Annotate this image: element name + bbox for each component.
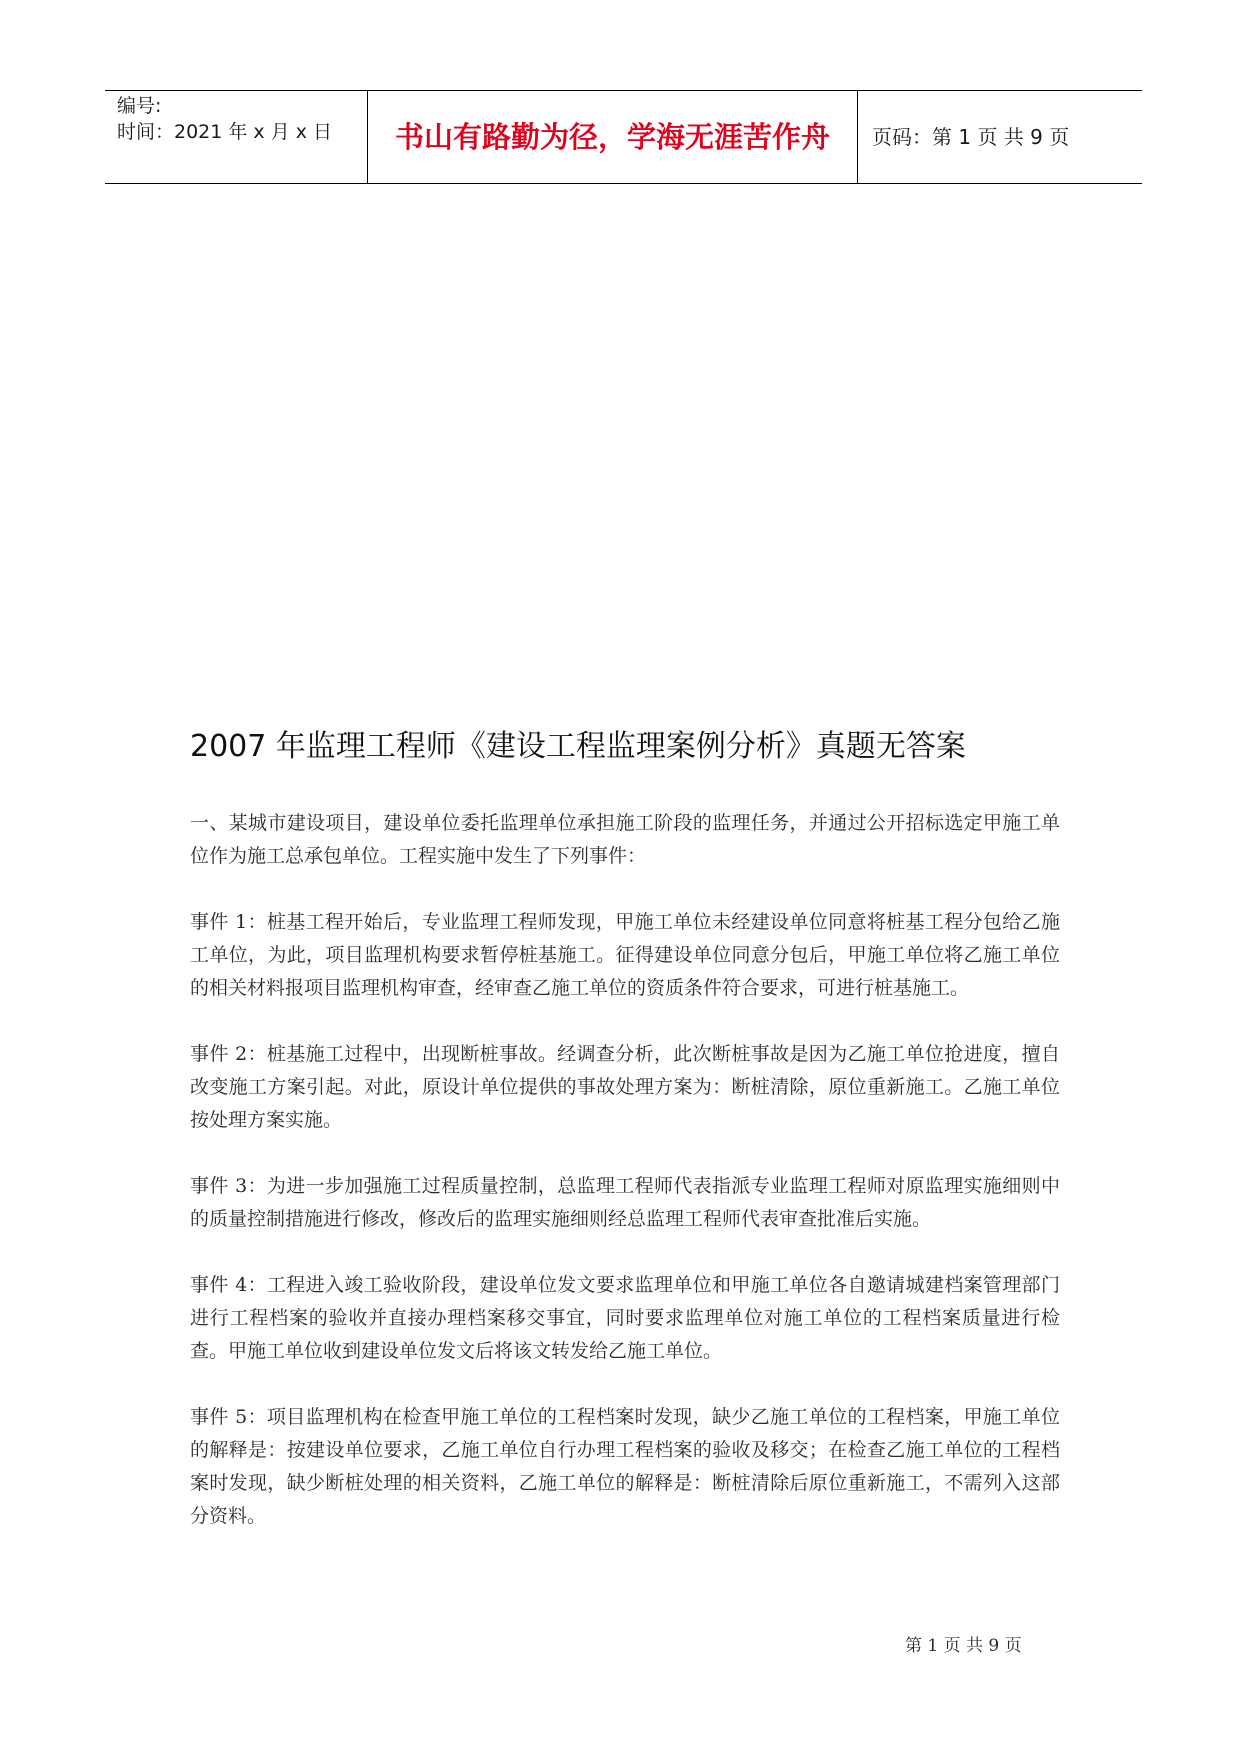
document-title: 2007 年监理工程师《建设工程监理案例分析》真题无答案 bbox=[190, 729, 966, 764]
motto-text: 书山有路勤为径，学海无涯苦作舟 bbox=[394, 120, 830, 154]
document-time-label: 时间：2021 年 x 月 x 日 bbox=[117, 121, 333, 143]
body-paragraph: 一、某城市建设项目，建设单位委托监理单位承担施工阶段的监理任务，并通过公开招标选定甲施工单位作为施工总承包单位。工程实施中发生了下列事件： bbox=[190, 812, 1060, 867]
body-paragraph: 事件 1：桩基工程开始后，专业监理工程师发现，甲施工单位未经建设单位同意将桩基工程分包给乙施工单位，为此，项目监理机构要求暂停桩基施工。征得建设单位同意分包后，甲施工单位将乙施工单位的相关材料报项目监理机构审查，经审查乙施工单位的资质条件符合要求，可进行桩基施工。 bbox=[190, 911, 1060, 999]
document-number-label: 编号: bbox=[117, 95, 162, 117]
footer-page-indicator: 第 1 页 共 9 页 bbox=[905, 1636, 1022, 1656]
body-paragraph: 事件 5：项目监理机构在检查甲施工单位的工程档案时发现，缺少乙施工单位的工程档案，甲施工单位的解释是：按建设单位要求，乙施工单位自行办理工程档案的验收及移交；在检查乙施工单位的工程档案时发现，缺少断桩处理的相关资料，乙施工单位的解释是：断桩清除后原位重新施工，不需列入这部分资料。 bbox=[190, 1406, 1060, 1527]
header-table bbox=[105, 90, 1142, 184]
header-page-cell bbox=[858, 91, 1142, 183]
header-info-cell bbox=[105, 91, 368, 183]
body-paragraph: 事件 2：桩基施工过程中，出现断桩事故。经调查分析，此次断桩事故是因为乙施工单位抢进度，擅自改变施工方案引起。对此，原设计单位提供的事故处理方案为：断桩清除，原位重新施工。乙施工单位按处理方案实施。 bbox=[190, 1043, 1060, 1131]
body-paragraph: 事件 4：工程进入竣工验收阶段，建设单位发文要求监理单位和甲施工单位各自邀请城建档案管理部门进行工程档案的验收并直接办理档案移交事宜，同时要求监理单位对施工单位的工程档案质量进行检查。甲施工单位收到建设单位发文后将该文转发给乙施工单位。 bbox=[190, 1274, 1060, 1362]
document-body bbox=[190, 807, 1060, 1566]
header-page-code: 页码：第 1 页 共 9 页 bbox=[872, 125, 1070, 149]
header-motto-cell bbox=[368, 91, 858, 183]
body-paragraph: 事件 3：为进一步加强施工过程质量控制，总监理工程师代表指派专业监理工程师对原监理实施细则中的质量控制措施进行修改，修改后的监理实施细则经总监理工程师代表审查批准后实施。 bbox=[190, 1175, 1060, 1230]
